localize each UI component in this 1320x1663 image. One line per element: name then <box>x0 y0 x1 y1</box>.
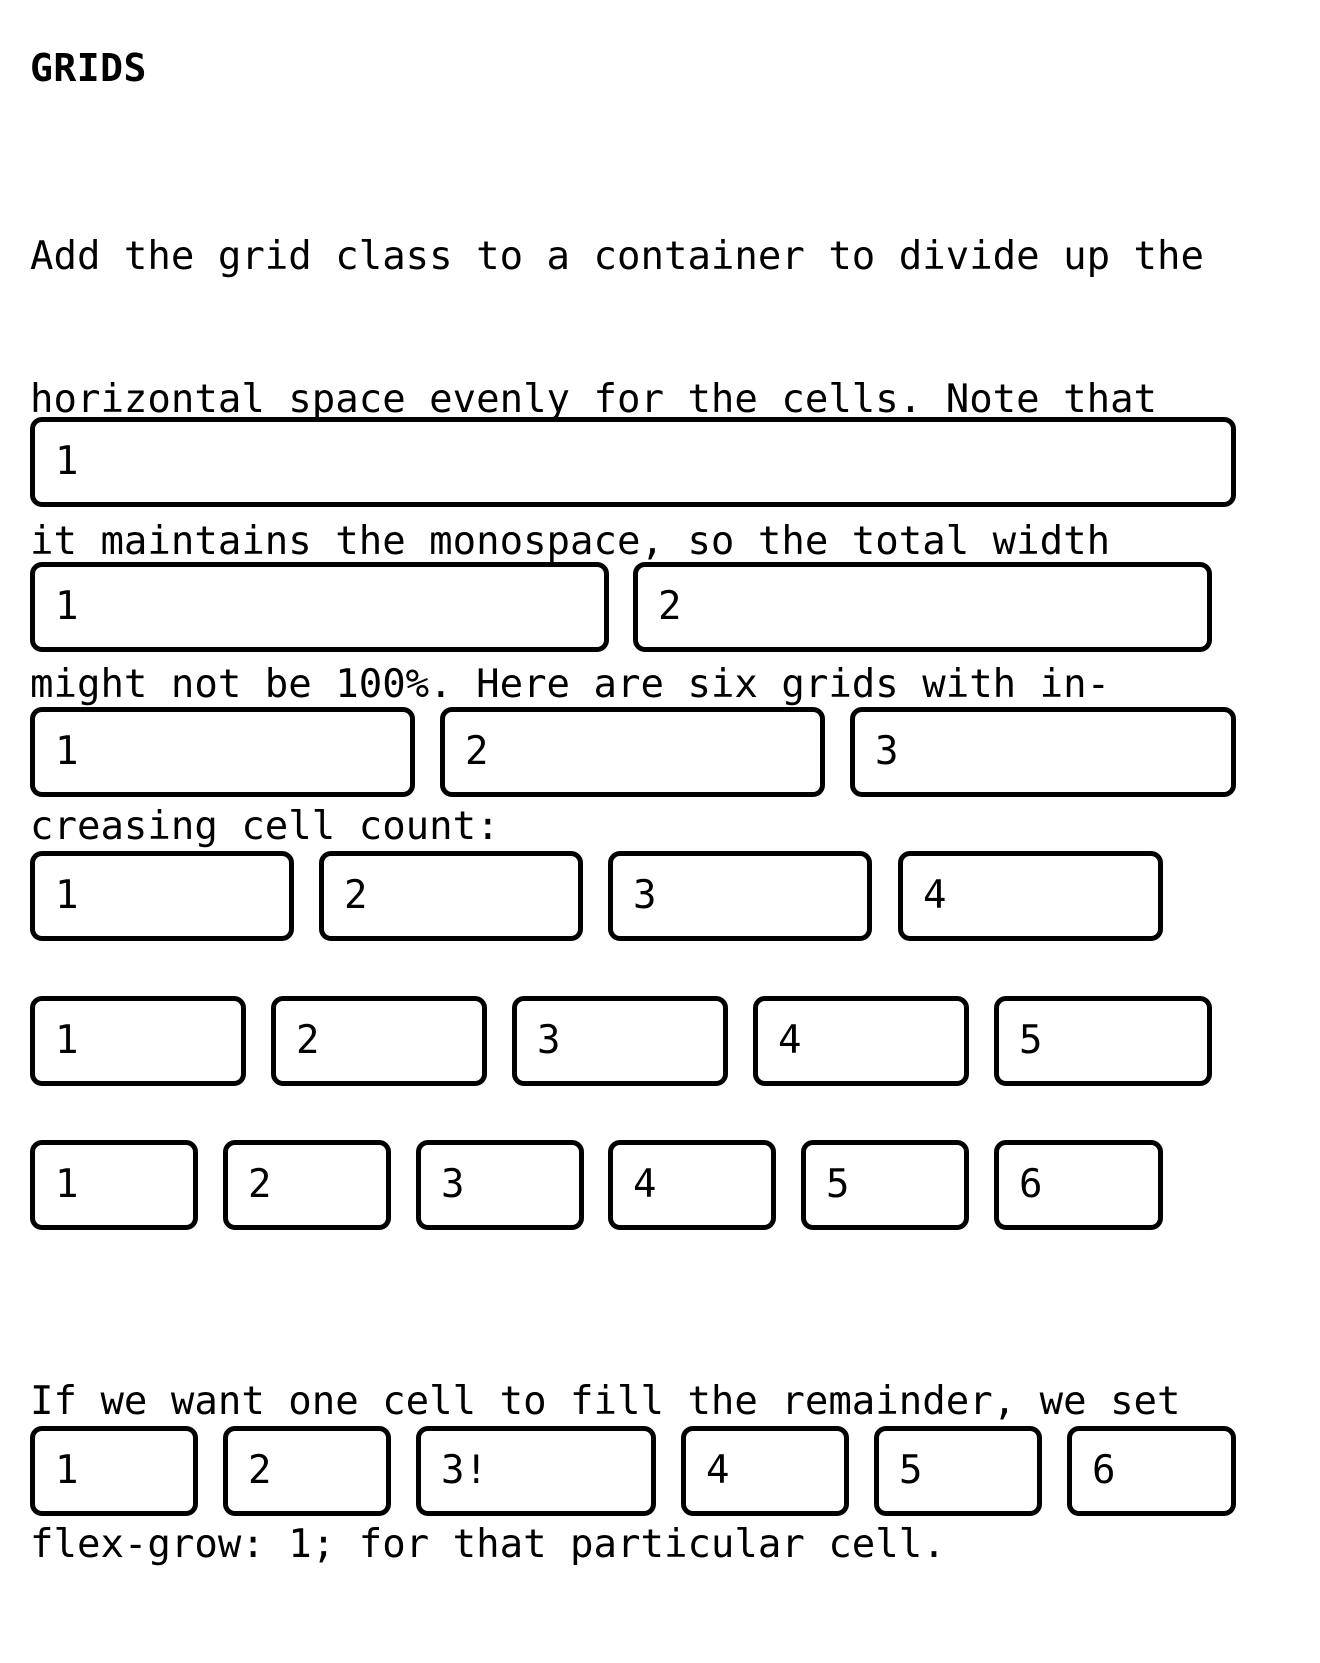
intro-line: creasing cell count: <box>30 804 500 849</box>
intro-line: might not be 100%. Here are six grids with in- <box>30 661 1111 707</box>
grid-cell: 6 <box>994 1140 1163 1230</box>
intro-line: Add the grid class to a container to divide up the <box>30 234 1204 279</box>
intro-line: it maintains the monospace, so the total width <box>30 519 1111 564</box>
grid-cell: 4 <box>681 1426 849 1516</box>
grid-cell: 2 <box>223 1426 391 1516</box>
grid-cell: 1 <box>30 562 609 652</box>
grid-cell: 2 <box>319 851 583 941</box>
grid-cell: 3 <box>416 1140 584 1230</box>
grid-cell: 3 <box>850 707 1236 797</box>
grid-cell: 4 <box>608 1140 776 1230</box>
grid-cell: 1 <box>30 996 246 1086</box>
grid-cell: 4 <box>898 851 1163 941</box>
grid-cell: 5 <box>994 996 1212 1086</box>
grid-cell-grow: 3! <box>416 1426 656 1516</box>
grid-cell: 4 <box>753 996 969 1086</box>
grid-cell: 2 <box>223 1140 391 1230</box>
grid-cell: 2 <box>633 562 1212 652</box>
note-line: If we want one cell to fill the remainder, we set <box>30 1379 1181 1424</box>
note-line: flex-grow: 1; for that particular cell. <box>30 1521 946 1567</box>
intro-line: horizontal space evenly for the cells. Note that <box>30 376 1158 422</box>
grid-cell: 1 <box>30 1426 198 1516</box>
grid-cell: 3 <box>608 851 872 941</box>
grid-cell: 2 <box>440 707 825 797</box>
grid-cell: 5 <box>874 1426 1042 1516</box>
grid-cell: 5 <box>801 1140 969 1230</box>
section-heading: GRIDS <box>30 46 147 90</box>
grid-cell: 2 <box>271 996 487 1086</box>
grid-cell: 1 <box>30 851 294 941</box>
grid-cell: 1 <box>30 707 415 797</box>
grid-cell: 1 <box>30 1140 198 1230</box>
grid-cell: 1 <box>30 417 1236 507</box>
grid-cell: 3 <box>512 996 728 1086</box>
grid-cell: 6 <box>1067 1426 1236 1516</box>
intro-paragraph <box>30 138 1204 946</box>
